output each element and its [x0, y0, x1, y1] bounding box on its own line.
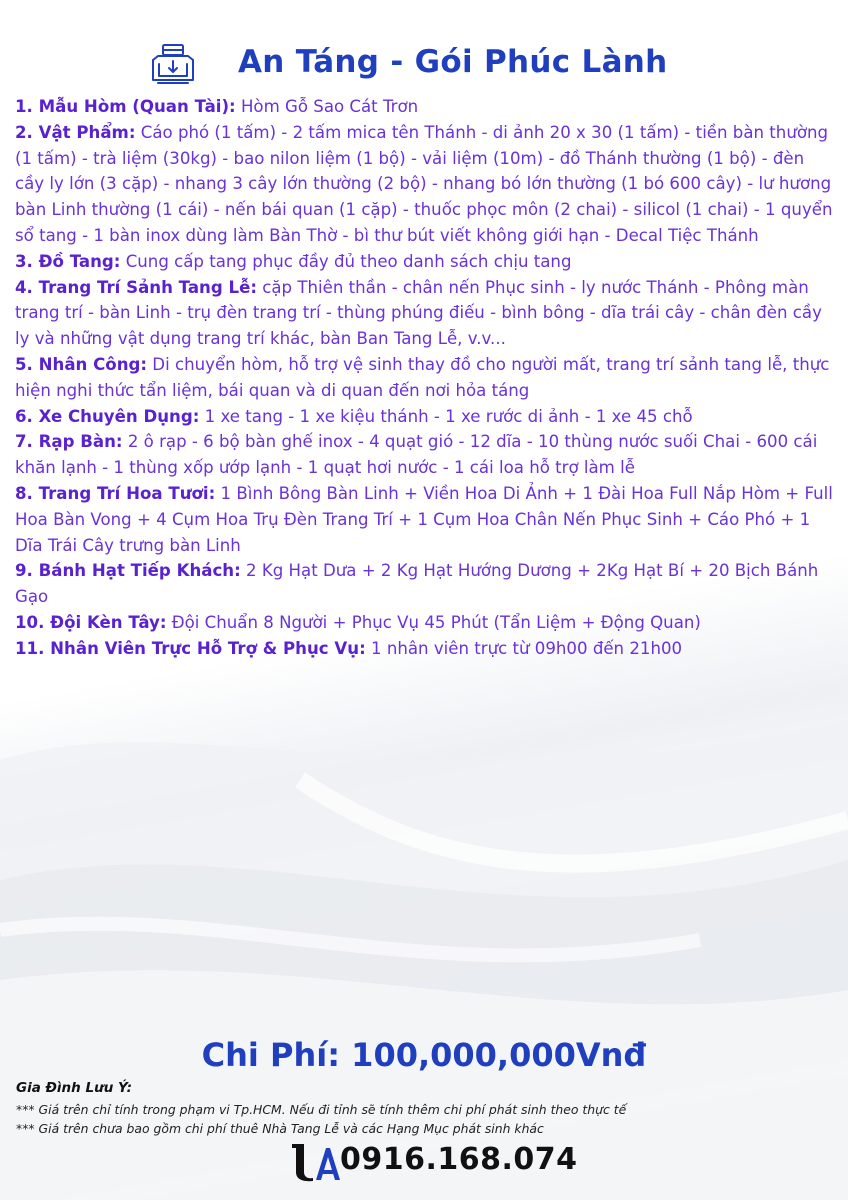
item-label: 11. Nhân Viên Trực Hỗ Trợ & Phục Vụ: [15, 638, 366, 658]
list-item [15, 120, 835, 249]
item-label: 1. Mẫu Hòm (Quan Tài): [15, 97, 236, 116]
note-line: *** Giá trên chưa bao gồm chi phí thuê Nhà Tang Lễ và các Hạng Mục phát sinh khác [16, 1121, 544, 1136]
list-item [15, 94, 835, 120]
item-label: 4. Trang Trí Sảnh Tang Lễ: [15, 277, 257, 297]
package-item-list [15, 94, 835, 662]
item-label: 6. Xe Chuyên Dụng: [15, 406, 200, 426]
item-text: 1 nhân viên trực từ 09h00 đến 21h00 [365, 638, 683, 658]
phone-number[interactable]: 0916.168.074 [340, 1142, 578, 1177]
list-item [15, 636, 835, 662]
list-item [15, 275, 835, 352]
page-title: An Táng - Gói Phúc Lành [238, 44, 668, 80]
list-item [15, 249, 835, 275]
item-text: Di chuyển hòm, hỗ trợ vệ sinh thay đồ cho người mất, trang trí sảnh tang lễ, thực hiện nghi thức tẩn liệm, bái quan và di quan đến nơi hỏa táng [15, 354, 830, 400]
brand-logo-icon [286, 1142, 342, 1182]
item-text: cặp Thiên thần - chân nến Phục sinh - ly nước Thánh - Phông màn trang trí - bàn Linh - trụ đèn trang trí - thùng phúng điếu - bình bông - dĩa trái cây - chân đèn cầy ly và những vật dụng trang trí khác, bàn Ban Tang Lễ, v.v... [15, 277, 822, 349]
item-label: 8. Trang Trí Hoa Tươi: [15, 483, 216, 503]
item-text: 2 Kg Hạt Dưa + 2 Kg Hạt Hướng Dương + 2Kg Hạt Bí + 20 Bịch Bánh Gạo [15, 561, 819, 607]
list-item [15, 558, 835, 610]
item-label: 2. Vật Phẩm: [15, 122, 136, 142]
item-text: Cung cấp tang phục đầy đủ theo danh sách chịu tang [120, 251, 572, 271]
item-label: 9. Bánh Hạt Tiếp Khách: [15, 561, 241, 581]
item-label: 10. Đội Kèn Tây: [15, 612, 167, 632]
item-label: 3. Đồ Tang: [15, 251, 121, 271]
list-item [15, 481, 835, 558]
item-text: Hòm Gỗ Sao Cát Trơn [235, 97, 419, 116]
item-text: 2 ô rạp - 6 bộ bàn ghế inox - 4 quạt gió - 12 dĩa - 10 thùng nước suối Chai - 600 cái khăn lạnh - 1 thùng xốp ướp lạnh - 1 quạt hơi nước - 1 cái loa hỗ trợ làm lễ [15, 432, 818, 478]
list-item [15, 429, 835, 481]
coffin-box-icon [150, 42, 196, 86]
item-label: 5. Nhân Công: [15, 354, 148, 374]
list-item [15, 610, 835, 636]
notes-heading: Gia Đình Lưu Ý: [16, 1080, 133, 1096]
item-text: 1 xe tang - 1 xe kiệu thánh - 1 xe rước di ảnh - 1 xe 45 chỗ [199, 406, 693, 426]
item-text: 1 Bình Bông Bàn Linh + Viền Hoa Di Ảnh + 1 Đài Hoa Full Nắp Hòm + Full Hoa Bàn Vong + 4 Cụm Hoa Trụ Đèn Trang Trí + 1 Cụm Hoa Chân Nến Phục Sinh + Cáo Phó + 1 Dĩa Trái Cây trưng bàn Linh [15, 483, 833, 555]
item-text: Cáo phó (1 tấm) - 2 tấm mica tên Thánh - di ảnh 20 x 30 (1 tấm) - tiền bàn thường (1 tấm) - trà liệm (30kg) - bao nilon liệm (1 bộ) - vải liệm (10m) - đồ Thánh thường (1 bộ) - đèn cầy ly lớn (3 cặp) - nhang 3 cây lớn thường (2 bộ) - nhang bó lớn thường (1 bó 600 cây) - lư hương bàn Linh thường (1 cái) - nến bái quan (1 cặp) - thuốc phọc môn (2 chai) - silicol (1 chai) - 1 quyển sổ tang - 1 bàn inox dùng làm Bàn Thờ - bì thư bút viết không giới hạn - Decal Tiệc Thánh [15, 122, 833, 245]
item-label: 7. Rạp Bàn: [15, 432, 123, 452]
list-item [15, 352, 835, 404]
price-total: Chi Phí: 100,000,000Vnđ [201, 1036, 647, 1074]
list-item [15, 404, 835, 430]
note-line: *** Giá trên chỉ tính trong phạm vi Tp.HCM. Nếu đi tỉnh sẽ tính thêm chi phí phát sinh theo thực tế [16, 1102, 627, 1117]
item-text: Đội Chuẩn 8 Người + Phục Vụ 45 Phút (Tẩn Liệm + Động Quan) [166, 612, 701, 632]
header [0, 40, 848, 90]
